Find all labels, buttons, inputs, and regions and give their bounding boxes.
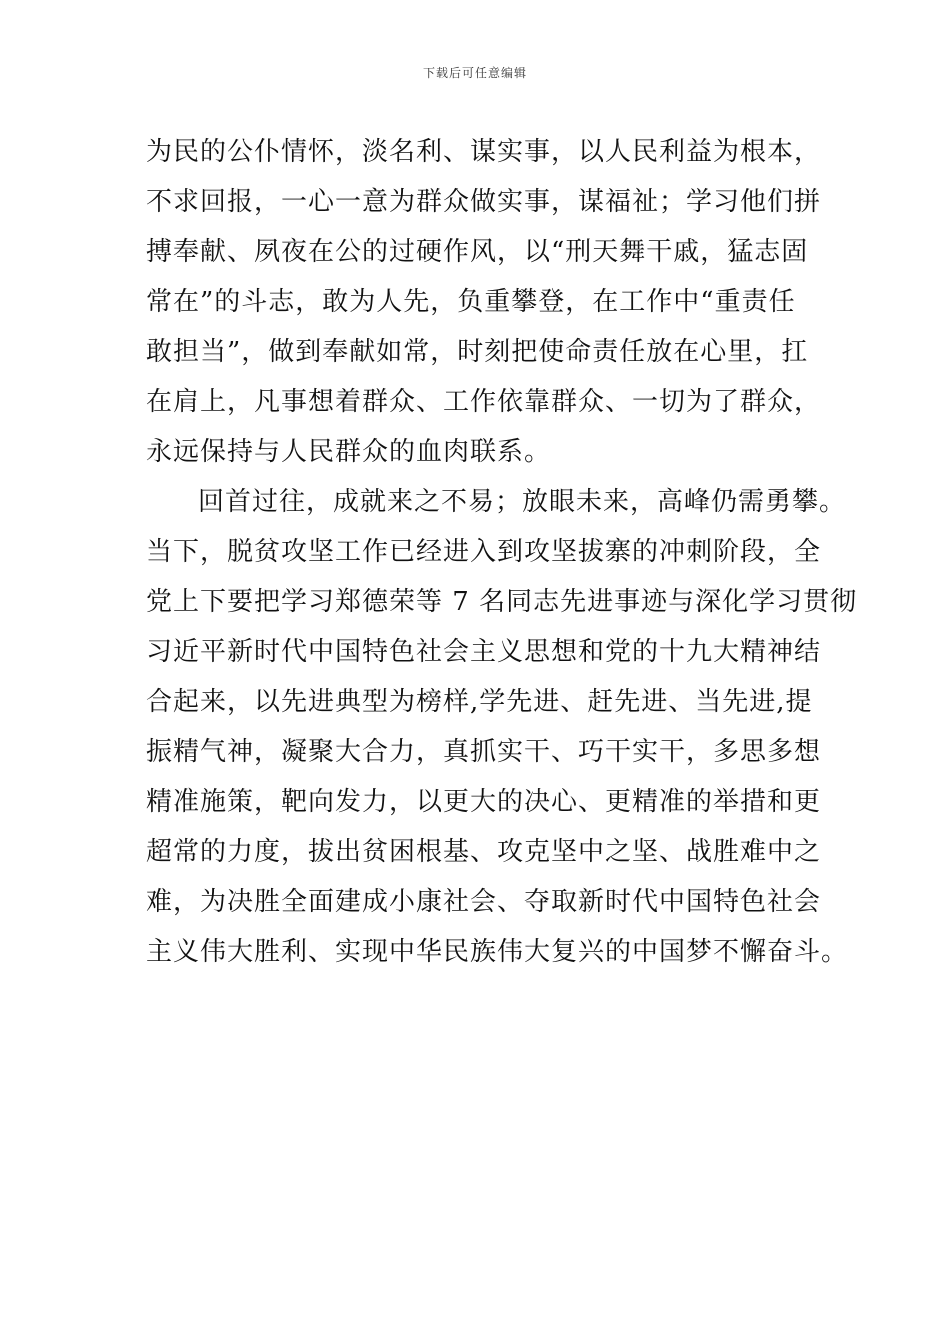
text-line: 永远保持与人民群众的血肉联系。 — [146, 437, 552, 467]
text-line: 难，为决胜全面建成小康社会、夺取新时代中国特色社会 — [146, 887, 822, 917]
text-line: 合起来，以先进典型为榜样,学先进、赶先进、当先进,提 — [146, 687, 813, 717]
text-line: 为民的公仆情怀，淡名利、谋实事，以人民利益为根本， — [146, 137, 822, 167]
document-body — [146, 127, 858, 977]
text-line: 超常的力度，拔出贫困根基、攻克坚中之坚、战胜难中之 — [146, 837, 822, 867]
text-line: 振精气神，凝聚大合力，真抓实干、巧干实干，多思多想 — [146, 737, 822, 767]
text-line: 常在”的斗志，敢为人先，负重攀登，在工作中“重责任 — [146, 287, 796, 317]
text-line: 党上下要把学习郑德荣等 7 名同志先进事迹与深化学习贯彻 — [146, 587, 858, 617]
text-line: 当下，脱贫攻坚工作已经进入到攻坚拔寨的冲刺阶段，全 — [146, 537, 822, 567]
text-line: 不求回报，一心一意为群众做实事，谋福祉；学习他们拼 — [146, 187, 822, 217]
paragraph-1 — [146, 127, 826, 477]
text-line: 搏奉献、夙夜在公的过硬作风，以“刑天舞干戚，猛志固 — [146, 237, 809, 267]
text-line: 在肩上，凡事想着群众、工作依靠群众、一切为了群众， — [146, 387, 822, 417]
text-line: 精准施策，靶向发力，以更大的决心、更精准的举措和更 — [146, 787, 822, 817]
text-line: 主义伟大胜利、实现中华民族伟大复兴的中国梦不懈奋斗。 — [146, 937, 849, 967]
text-line: 敢担当”，做到奉献如常，时刻把使命责任放在心里，扛 — [146, 337, 809, 367]
paragraph-2 — [146, 477, 858, 977]
page-header-note: 下载后可任意编辑 — [422, 66, 527, 80]
text-line: 回首过往，成就来之不易；放眼未来，高峰仍需勇攀。 — [198, 487, 847, 517]
text-line: 习近平新时代中国特色社会主义思想和党的十九大精神结 — [146, 637, 822, 667]
